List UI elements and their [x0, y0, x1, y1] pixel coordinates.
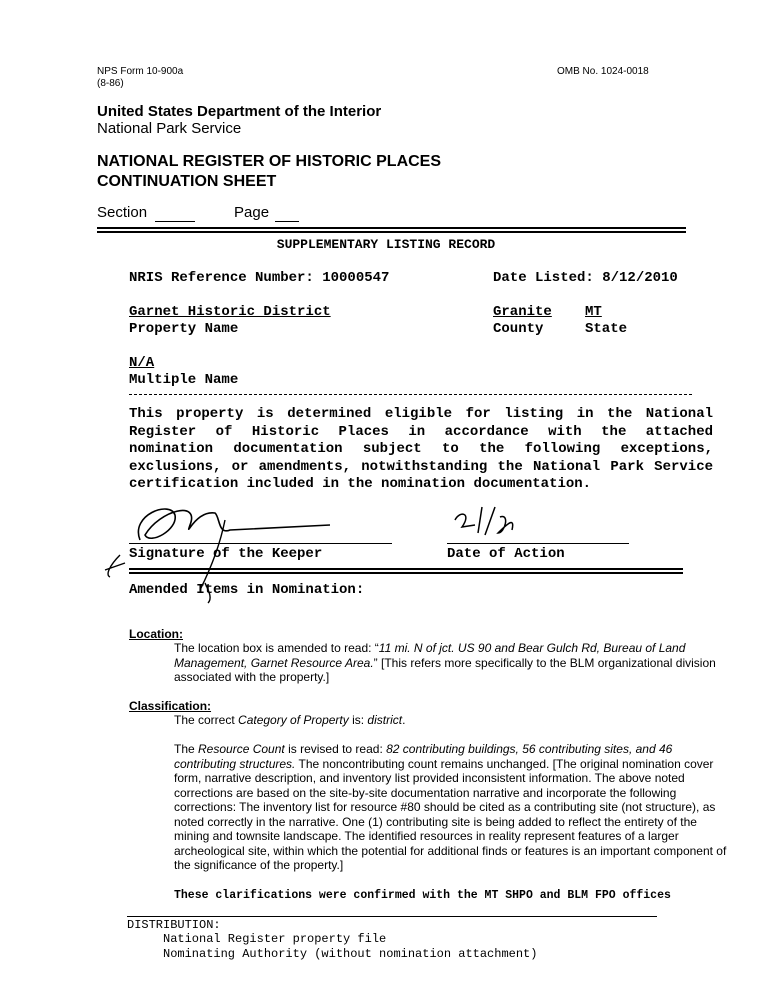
section-field — [97, 204, 195, 222]
form-date: (8-86) — [97, 78, 124, 89]
amended-items-heading: Amended Items in Nomination: — [129, 582, 365, 598]
record-heading: SUPPLEMENTARY LISTING RECORD — [276, 237, 496, 252]
signature-rule — [129, 568, 683, 574]
distribution-item: National Register property file — [163, 932, 387, 946]
form-title-line1: NATIONAL REGISTER OF HISTORIC PLACES — [97, 153, 442, 170]
resource-count-value: 82 contributing buildings, 56 contributing sites, and 46 contributing structures. — [174, 742, 673, 771]
category-text-b: is: — [348, 713, 368, 727]
section-label: Section — [97, 204, 148, 221]
resource-count-c: The noncontributing count remains unchanged. [The original nomination cover form, narrative description, and inventory list provided inconsistent information. The above noted corrections are based on the site-by-site documentation narrative and incorporate the following corrections: The inventory list for resource #80 should be cited as a contributing site (not structure), as noted correctly in the narrative. One (1) contributing site is being added to reflect the entirety of the mining and townsite landscape. The identified resources in reality represent features of a larger archeological site, within which the potential for additional finds or features is an important component of the significance of the property.] — [174, 756, 727, 872]
signature-label: Signature of the Keeper — [129, 546, 323, 562]
resource-count-b: is revised to read: — [284, 742, 387, 756]
distribution-list — [163, 932, 537, 962]
category-text — [174, 713, 405, 727]
department-name: United States Department of the Interior — [97, 103, 382, 120]
dashed-rule — [129, 394, 692, 395]
form-title-line2: CONTINUATION SHEET — [97, 173, 277, 190]
location-text — [174, 641, 729, 685]
date-line — [447, 543, 629, 544]
form-title — [97, 152, 441, 192]
distribution-heading: DISTRIBUTION: — [127, 918, 221, 932]
county-label: County — [493, 321, 544, 337]
location-text-a: The location box is amended to read: “ — [174, 641, 379, 655]
state-value: MT — [585, 304, 602, 320]
property-name-label: Property Name — [129, 321, 239, 337]
agency-name: National Park Service — [97, 120, 242, 137]
location-text-italic: 11 mi. N of jct. US 90 and Bear Gulch Rd, Bureau of Land Management, Garnet Resource Area. — [174, 641, 686, 670]
distribution-rule — [127, 916, 657, 917]
category-text-a: The correct — [174, 713, 239, 727]
distribution-item: Nominating Authority (without nomination attachment) — [163, 947, 538, 961]
category-label: Category of Property — [238, 713, 349, 727]
page-blank — [275, 204, 299, 222]
classification-heading: Classification: — [129, 699, 212, 713]
form-number-block — [97, 66, 183, 90]
page-label: Page — [234, 204, 270, 221]
eligibility-statement: This property is determined eligible for listing in the National Register of Historic Places in accordance with the attached nomination documentation subject to the following exceptions, exclusions, or amendments, notwithstanding the National Park Service certification included in the nomination documentation. — [129, 406, 713, 492]
county-value: Granite — [493, 304, 552, 320]
omb-number: OMB No. 1024-0018 — [557, 66, 649, 77]
multiple-name-label: Multiple Name — [129, 372, 239, 388]
category-value: district — [367, 713, 403, 727]
form-number: NPS Form 10-900a — [97, 66, 184, 77]
location-heading: Location: — [129, 627, 183, 641]
resource-count-text — [174, 742, 729, 873]
clarification-note: These clarifications were confirmed with the MT SHPO and BLM FPO offices — [174, 889, 671, 902]
resource-count-label: Resource Count — [198, 742, 285, 756]
location-text-b: ” [This refers more specifically to the BLM organizational division associated with the property.] — [174, 655, 716, 684]
multiple-name-value: N/A — [129, 355, 155, 371]
category-text-end: . — [402, 713, 406, 727]
state-label: State — [585, 321, 628, 337]
date-listed: Date Listed: 8/12/2010 — [493, 270, 678, 286]
header-rule — [97, 227, 686, 233]
nris-reference: NRIS Reference Number: 10000547 — [129, 270, 390, 286]
date-of-action-label: Date of Action — [447, 546, 565, 562]
signature-line — [129, 543, 392, 544]
property-name: Garnet Historic District — [129, 304, 331, 320]
page-field — [234, 204, 299, 222]
section-blank — [155, 204, 195, 222]
resource-count-a: The — [174, 742, 199, 756]
